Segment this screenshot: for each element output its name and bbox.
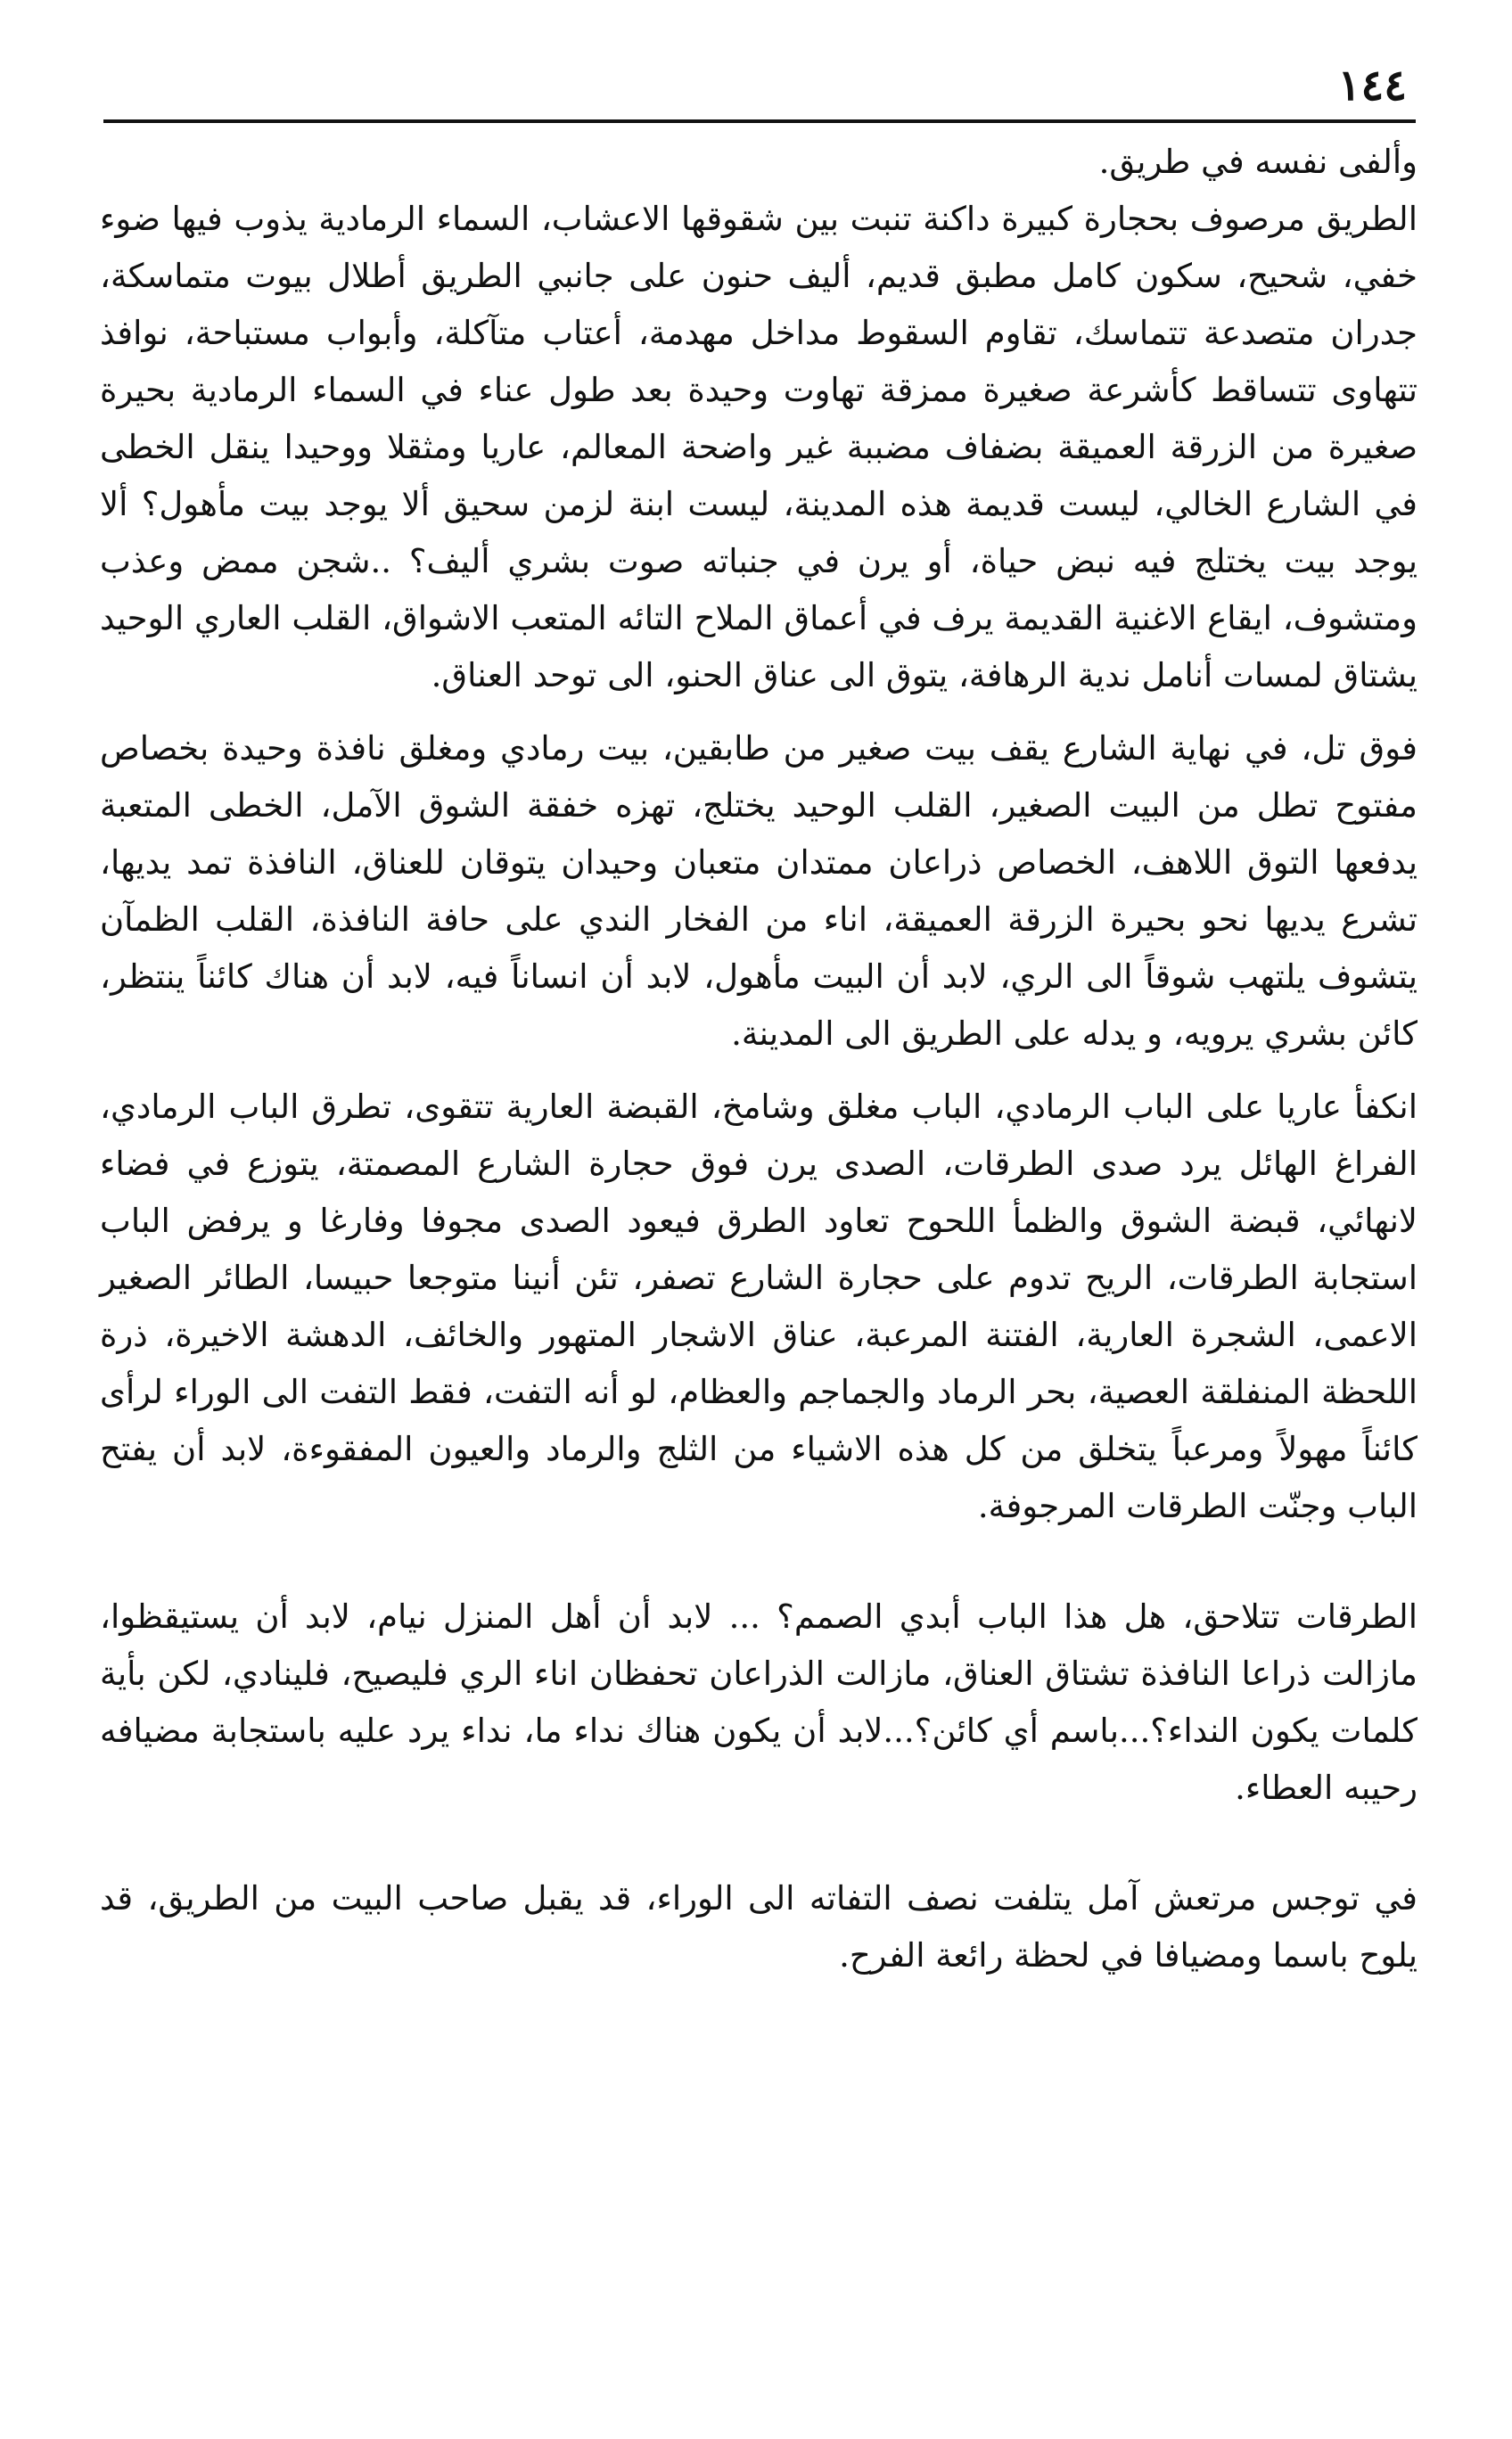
paragraph-1: وألفى نفسه في طريق. [1098,143,1418,181]
paragraph-4: انكفأ عاريا على الباب الرمادي، الباب مغلق وشامخ، القبضة العارية تتقوى، تطرق الباب الرمادي، الفراغ الهائل يرد صدى الطرقات، الصدى يرن فوق حجارة الشارع المصمتة، يتوزع في فضاء لانهائي، قبضة الشوق والظمأ اللحوح تعاود الطرق فيعود الصدى مجوفا وفارغا و يرفض الباب استجابة الطرقات، الريح تدوم على حجارة الشارع تصفر، تئن أنينا متوجعا حبيسا، الطائر الصغير الاعمى، الشجرة العارية، الفتنة المرعبة، عناق الاشجار المتهور والخائف، الدهشة الاخيرة، ذرة اللحظة المنفلقة العصية، بحر الرماد والجماجم والعظام، لو أنه التفت، فقط التفت الى الوراء لرأى كائناً مهولاً ومرعباً يتخلق من كل هذه الاشياء من الثلج والرماد والعيون المفقوءة، لابد أن يفتح الباب وجنّت الطرقات المرجوفة. [100,1088,1418,1525]
page-content [100,134,1418,1984]
paragraph-3: فوق تل، في نهاية الشارع يقف بيت صغير من طابقين، بيت رمادي ومغلق نافذة وحيدة بخصاص مفتوح تطل من البيت الصغير، القلب الوحيد يختلج، تهزه خفقة الشوق الآمل، الخطى المتعبة يدفعها التوق اللاهف، الخصاص ذراعان ممتدان متعبان وحيدان يتوقان للعناق، النافذة تمد يديها، تشرع يديها نحو بحيرة الزرقة العميقة، اناء من الفخار الندي على حافة النافذة، القلب الظمآن يتشوف يلتهب شوقاً الى الري، لابد أن البيت مأهول، لابد أن انساناً فيه، لابد أن هناك كائناً ينتظر، كائن بشري يرويه، و يدله على الطريق الى المدينة. [100,729,1418,1053]
paragraph-5: الطرقات تتلاحق، هل هذا الباب أبدي الصمم؟ ... لابد أن أهل المنزل نيام، لابد أن يستيقظوا، مازالت ذراعا النافذة تشتاق العناق، مازالت الذراعان تحفظان اناء الري فليصيح، فلينادي، لكن بأية كلمات يكون النداء؟...باسم أي كائن؟...لابد أن يكون هناك نداء ما، نداء يرد عليه باستجابة مضيافه رحيبه العطاء. [100,1597,1418,1807]
paragraph-2: الطريق مرصوف بحجارة كبيرة داكنة تنبت بين شقوقها الاعشاب، السماء الرمادية يذوب فيها ضوء خفي، شحيح، سكون كامل مطبق قديم، أليف حنون على جانبي الطريق أطلال بيوت متماسكة، جدران متصدعة تتماسك، تقاوم السقوط مداخل مهدمة، أعتاب متآكلة، وأبواب مستباحة، نوافذ تتهاوى تتساقط كأشرعة صغيرة ممزقة تهاوت وحيدة بعد طول عناء في السماء الرمادية بحيرة صغيرة من الزرقة العميقة بضفاف مضببة غير واضحة المعالم، عاريا ومثقلا ووحيدا ينقل الخطى في الشارع الخالي، ليست قديمة هذه المدينة، ليست ابنة لزمن سحيق ألا يوجد بيت مأهول؟ ألا يوجد بيت يختلج فيه نبض حياة، أو يرن في جنباته صوت بشري أليف؟ ..شجن ممض وعذب ومتشوف، ايقاع الاغنية القديمة يرف في أعماق الملاح التائه المتعب الاشواق، القلب العاري الوحيد يشتاق لمسات أنامل ندية الرهافة، يتوق الى عناق الحنو، الى توحد العناق. [100,200,1418,694]
header-rule [103,119,1416,123]
page-number: ١٤٤ [1337,61,1407,111]
paragraph-6: في توجس مرتعش آمل يتلفت نصف التفاته الى الوراء، قد يقبل صاحب البيت من الطريق، قد يلوح باسما ومضيافا في لحظة رائعة الفرح. [100,1879,1418,1975]
